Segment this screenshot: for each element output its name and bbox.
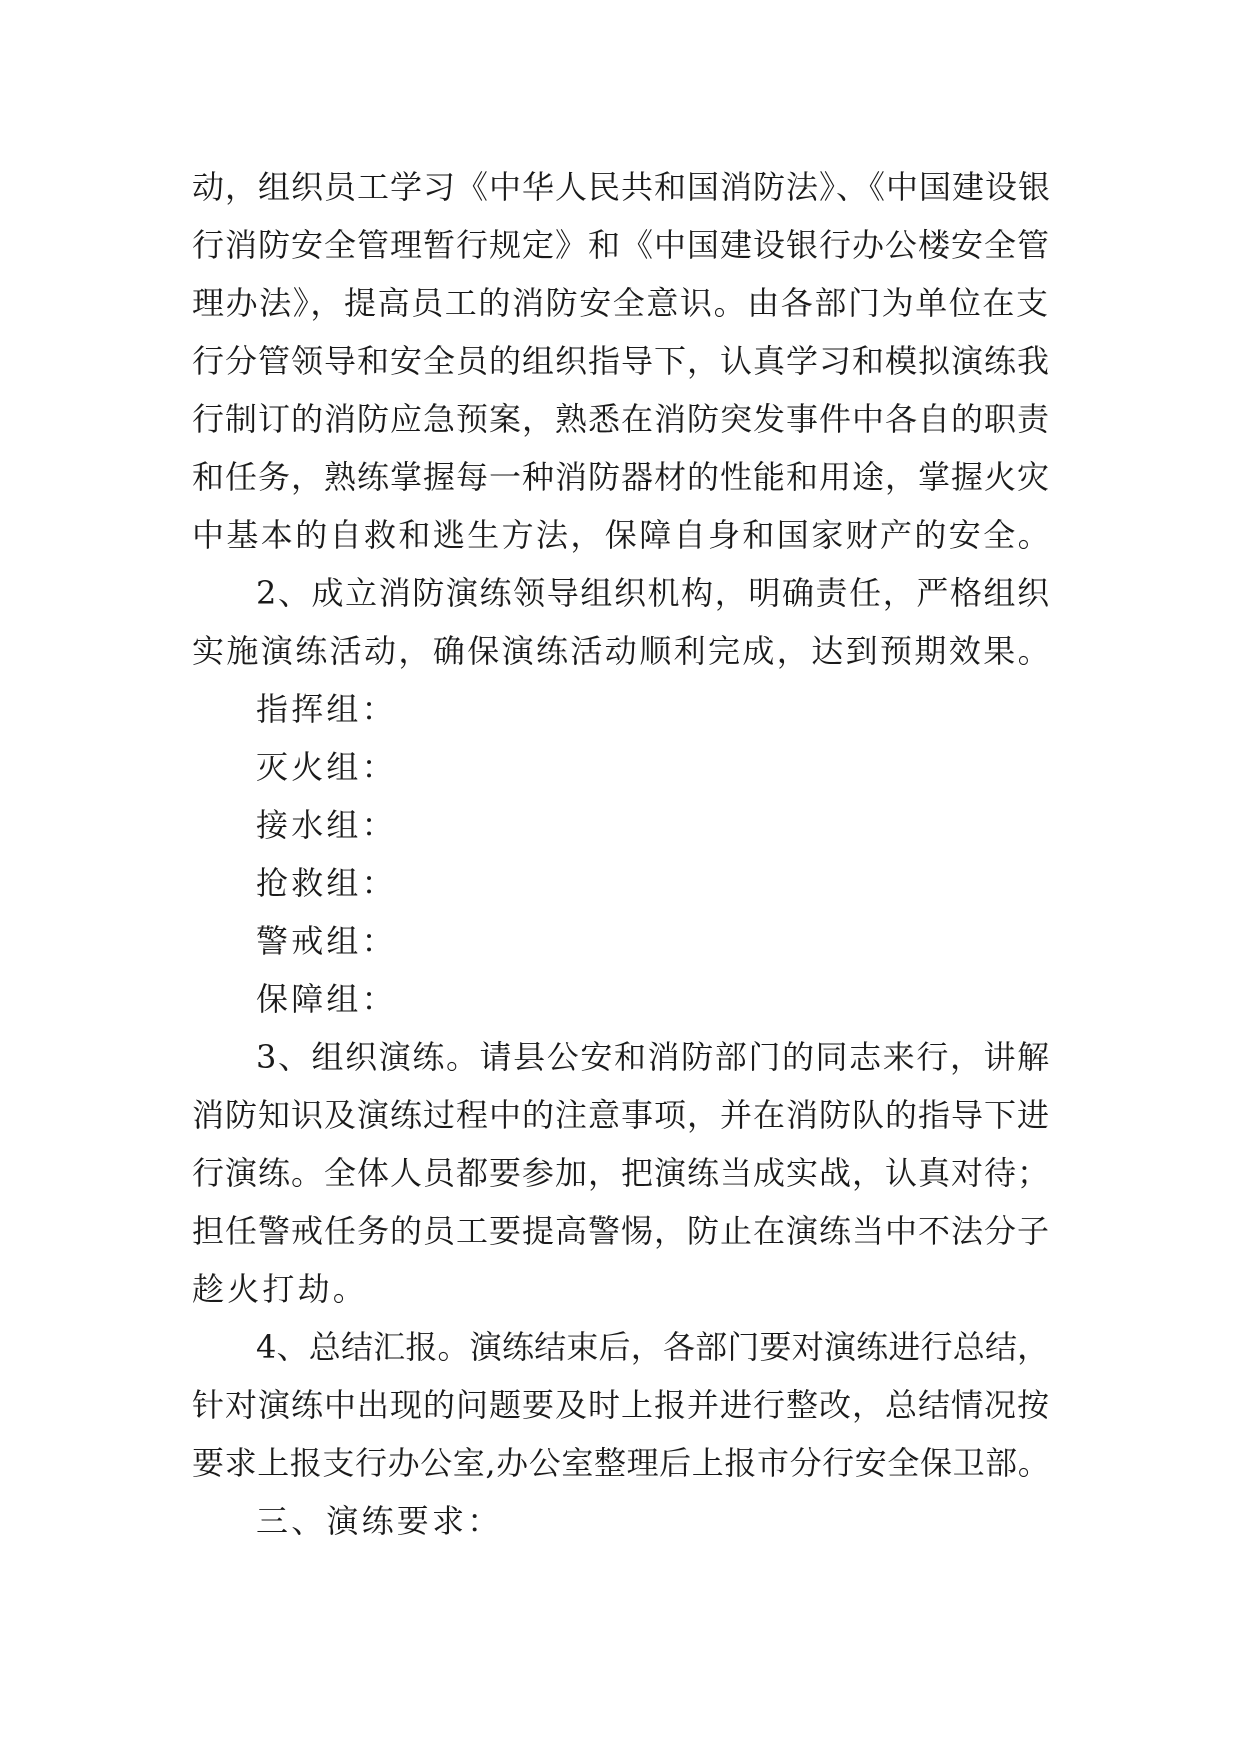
text-line: 消防知识及演练过程中的注意事项，并在消防队的指导下进 (192, 1096, 1051, 1134)
text-line: 行分管领导和安全员的组织指导下，认真学习和模拟演练我 (192, 342, 1051, 380)
group-label-command: 指挥组： (256, 690, 397, 728)
text-line: 和任务，熟练掌握每一种消防器材的性能和用途，掌握火灾 (192, 458, 1051, 496)
paragraph-start-line: 4、总结汇报。演练结束后，各部门要对演练进行总结， (256, 1328, 1050, 1366)
document-body (192, 158, 1052, 1550)
text-line: 要求上报支行办公室,办公室整理后上报市分行安全保卫部。 (192, 1444, 1051, 1482)
text-line: 理办法》，提高员工的消防安全意识。由各部门为单位在支 (192, 284, 1050, 322)
group-label-security: 警戒组： (256, 922, 397, 960)
text-line: 趁火打劫。 (192, 1270, 369, 1308)
text-line: 实施演练活动，确保演练活动顺利完成，达到预期效果。 (192, 632, 1053, 670)
text-line: 行制订的消防应急预案，熟悉在消防突发事件中各自的职责 (192, 400, 1051, 438)
group-label-water-supply: 接水组： (256, 806, 397, 844)
text-line: 行演练。全体人员都要参加，把演练当成实战，认真对待； (192, 1154, 1051, 1192)
group-label-support: 保障组： (256, 980, 397, 1018)
text-line: 中基本的自救和逃生方法，保障自身和国家财产的安全。 (192, 516, 1053, 554)
text-line: 针对演练中出现的问题要及时上报并进行整改，总结情况按 (192, 1386, 1051, 1424)
text-line: 动，组织员工学习《中华人民共和国消防法》、《中国建设银 (192, 168, 1052, 206)
text-line: 行消防安全管理暂行规定》和《中国建设银行办公楼安全管 (192, 226, 1051, 264)
paragraph-start-line: 2、成立消防演练领导组织机构，明确责任，严格组织 (256, 574, 1051, 612)
section-heading: 三、演练要求： (256, 1502, 503, 1540)
group-label-firefighting: 灭火组： (256, 748, 397, 786)
group-label-rescue: 抢救组： (256, 864, 397, 902)
paragraph-start-line: 3、组织演练。请县公安和消防部门的同志来行，讲解 (256, 1038, 1051, 1076)
text-line: 担任警戒任务的员工要提高警惕，防止在演练当中不法分子 (192, 1212, 1051, 1250)
